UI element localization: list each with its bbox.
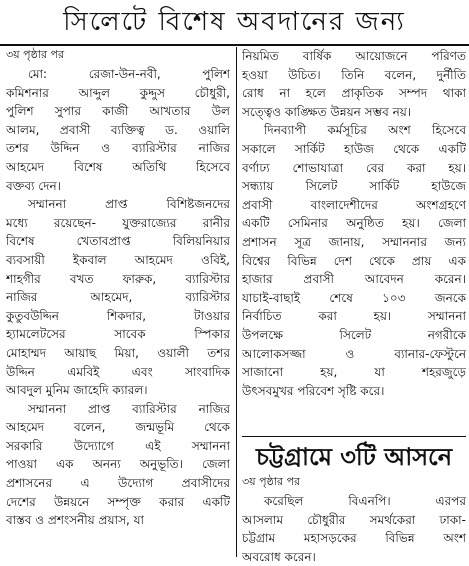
text-line: মোহাম্মদ আয়াছ মিয়া, ওয়ালী তশর	[6, 345, 230, 360]
text-line: করেছিল বিএনপি। এরপর	[264, 494, 466, 508]
second-article-paragraphs	[242, 492, 466, 566]
text-line: শাহগীর বখত ফারুক, ব্যারিস্টার	[6, 271, 230, 286]
text-line: হ্যামলেটসের সাবেক স্পিকার	[6, 327, 230, 342]
paragraph	[242, 47, 466, 121]
right-column	[242, 47, 466, 400]
text-line: মো: রেজা-উন-নবী, পুলিশ	[28, 67, 230, 81]
text-line: রোধ না হলে প্রাকৃতিক সম্পদ থাকা	[242, 86, 466, 101]
left-column	[6, 47, 230, 530]
text-line: উদ্দিন এমবিই এবং সাংবাদিক	[6, 364, 230, 379]
right-paragraphs	[242, 47, 466, 400]
text-line: তশর উদ্দিন ও ব্যারিস্টার নাজির	[6, 141, 230, 156]
text-line: অবরোধ করেন।	[242, 549, 316, 564]
text-line: দিনব্যাপী কর্মসূচির অংশ হিসেবে	[264, 123, 466, 138]
second-article-continued-label: ৩য় পৃষ্ঠার পর	[242, 475, 301, 488]
text-line: নির্বাচিত করা হয়। সম্মাননা	[242, 309, 466, 324]
paragraph	[6, 195, 230, 400]
paragraph	[242, 121, 466, 400]
text-line: উৎসবমুখর পরিবেশ সৃষ্টি করে।	[242, 383, 385, 398]
text-line: কমিশনার আব্দুল কুদ্দুস চৌধুরী,	[6, 85, 230, 100]
text-line: আবদুল মুনিম জাহেদি ক্যারল।	[6, 383, 148, 398]
second-article-headline: চট্টগ্রামে ৩টি আসনে	[255, 442, 453, 471]
text-line: সম্মাননা প্রাপ্ত বিশিষ্টজনদের	[28, 197, 230, 212]
text-line: সকালে সার্কিট হাউজ থেকে একটি	[242, 141, 466, 156]
text-line: নাজির আহমেদ, ব্যারিস্টার	[6, 290, 230, 305]
text-line: চট্টগ্রাম মহাসড়কের বিভিন্ন অংশ	[242, 531, 466, 546]
text-line: পুলিশ সুপার কাজী আখতার উল	[6, 104, 230, 119]
left-paragraphs	[6, 65, 230, 530]
paragraph	[242, 492, 466, 566]
paragraph	[6, 400, 230, 530]
text-line: সাজানো হয়, যা শহরজুড়ে	[242, 365, 466, 380]
text-line: বিশ্বের বিভিন্ন দেশ থেকে প্রায় এক	[242, 253, 466, 268]
text-line: নিয়মিত বার্ষিক আয়োজনে পরিণত	[242, 49, 466, 63]
headline: সিলেটে বিশেষ অবদানের জন্য	[63, 7, 406, 37]
text-line: সম্মাননা প্রাপ্ত ব্যারিস্টার নাজির	[28, 401, 230, 416]
text-line: উপলক্ষে সিলেট নগরীকে	[242, 327, 466, 342]
text-line: প্রশাসন সূত্র জানায়, সম্মাননার জন্য	[242, 234, 466, 249]
text-line: হওয়া উচিত। তিনি বলেন, দুর্নীতি	[242, 67, 466, 82]
continued-label: ৩য় পৃষ্ঠার পর	[6, 48, 65, 61]
text-line: বিশেষ খেতাবপ্রাপ্ত বিলিয়নিয়ার	[6, 234, 230, 249]
paragraph	[6, 65, 230, 195]
text-line: আলম, প্রবাসী ব্যক্তিত্ব ড. ওয়ালি	[6, 122, 230, 137]
text-line: পাওয়া এক অনন্য অনুভূতি। জেলা	[6, 457, 230, 472]
text-line: আসলাম চৌধুরীর সমর্থকেরা ঢাকা-	[242, 512, 466, 527]
text-line: ব্যবসায়ী ইকবাল আহমেদ ওবিই,	[6, 252, 230, 267]
text-line: বক্তব্য দেন।	[6, 178, 61, 193]
headline-rule	[0, 44, 469, 46]
text-line: কুতুবউদ্দিন শিকদার, টাওয়ার	[6, 308, 230, 323]
text-line: প্রশাসনের এ উদ্যোগ প্রবাসীদের	[6, 476, 230, 491]
text-line: আহমেদ বলেন, জন্মভূমি থেকে	[6, 420, 230, 435]
subhead-rule	[242, 436, 466, 437]
text-line: আহমেদ বিশেষ অতিথি হিসেবে	[6, 159, 230, 174]
text-line: আলোকসজ্জা ও ব্যানার-ফেস্টুনে	[242, 346, 466, 361]
text-line: সন্ধ্যায় সিলেট সার্কিট হাউজে	[242, 179, 466, 194]
text-line: মধ্যে রয়েছেন- যুক্তরাজ্যের রানীর	[6, 215, 230, 230]
text-line: সরকারি উদ্যোগে এই সম্মাননা	[6, 438, 230, 453]
text-line: বর্ণাঢ্য শোভাযাত্রা বের করা হয়।	[242, 160, 466, 175]
text-line: বাস্তব ও প্রশংসনীয় প্রয়াস, যা	[6, 513, 145, 528]
text-line: দেশের উন্নয়নে সম্পৃক্ত করার একটি	[6, 494, 230, 509]
text-line: সত্ত্বেও কাঙ্ক্ষিত উন্নয়ন সম্ভব নয়।	[242, 104, 412, 119]
text-line: একটি সেমিনার অনুষ্ঠিত হয়। জেলা	[242, 216, 466, 231]
text-line: যাচাই-বাছাই শেষে ১০৩ জনকে	[242, 290, 466, 305]
second-article-body	[242, 474, 466, 566]
column-divider	[236, 47, 237, 557]
text-line: প্রবাসী বাংলাদেশীদের অংশগ্রহণে	[242, 197, 466, 212]
text-line: হাজার প্রবাসী আবেদন করেন।	[242, 272, 466, 287]
